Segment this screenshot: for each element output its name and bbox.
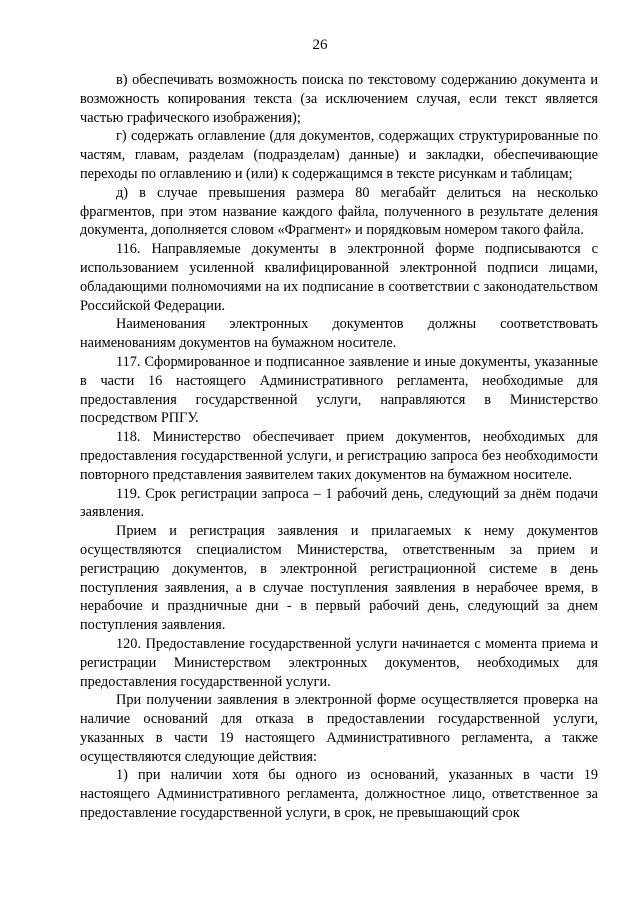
page-number: 26 xyxy=(312,37,328,53)
paragraph-120-service-start: 120. Предоставление государственной услуги начинается с момента приема и регистрации Министерством электронных документов, необходимых для предоставления государственной услуги. xyxy=(80,635,598,690)
paragraph-117-submission: 117. Сформированное и подписанное заявление и иные документы, указанные в части 16 настоящего Административного регламента, необходимые для предоставления государственной услуги, направляются в Министерство посредством РПГУ. xyxy=(80,353,598,427)
paragraph-119-registration-term: 119. Срок регистрации запроса – 1 рабочий день, следующий за днём подачи заявления. xyxy=(80,485,598,521)
paragraph-118-acceptance: 118. Министерство обеспечивает прием документов, необходимых для предоставления государственной услуги, и регистрацию запроса без необходимости повторного представления заявителем таких документов на бумажном носителе. xyxy=(80,429,598,483)
document-body xyxy=(80,71,598,823)
paragraph-v-search-copy: в) обеспечивать возможность поиска по текстовому содержанию документа и возможность копирования текста (за исключением случая, если текст является частью графического изображения); xyxy=(80,72,598,126)
paragraph-1-refusal-grounds: 1) при наличии хотя бы одного из оснований, указанных в части 19 настоящего Административного регламента, должностное лицо, ответственное за предоставление государственной услуги, в срок, не превышающий срок xyxy=(80,767,598,822)
paragraph-g-table-of-contents: г) содержать оглавление (для документов, содержащих структурированные по частям, главам, разделам (подразделам) данные) и закладки, обеспечивающие переходы по оглавлению и (или) к содержащимся в тексте рисункам и таблицам; xyxy=(80,128,598,182)
paragraph-registration-procedure: Прием и регистрация заявления и прилагаемых к нему документов осуществляются специалистом Министерства, ответственным за прием и регистрацию документов, в электронной регистрационной системе в день поступления заявления, а в случае поступления заявления в нерабочее время, в нерабочие и праздничные дни - в первый рабочий день, следующий за днем поступления заявления. xyxy=(80,523,598,634)
paragraph-electronic-check: При получении заявления в электронной форме осуществляется проверка на наличие оснований для отказа в предоставлении государственной услуги, указанных в части 19 настоящего Административного регламента, а также осуществляются следующие действия: xyxy=(80,692,598,765)
paragraph-d-file-fragments: д) в случае превышения размера 80 мегабайт делиться на несколько фрагментов, при этом название каждого файла, полученного в результате деления документа, дополняется словом «Фрагмент» и порядковым номером такого файла. xyxy=(80,184,598,239)
paragraph-document-names: Наименования электронных документов должны соответствовать наименованиям документов на бумажном носителе. xyxy=(80,316,598,352)
paragraph-116-electronic-signature: 116. Направляемые документы в электронной форме подписываются с использованием усиленной квалифицированной электронной подписи лицами, обладающими полномочиями на их подписание в соответствии с законодательством Российской Федерации. xyxy=(80,241,598,314)
